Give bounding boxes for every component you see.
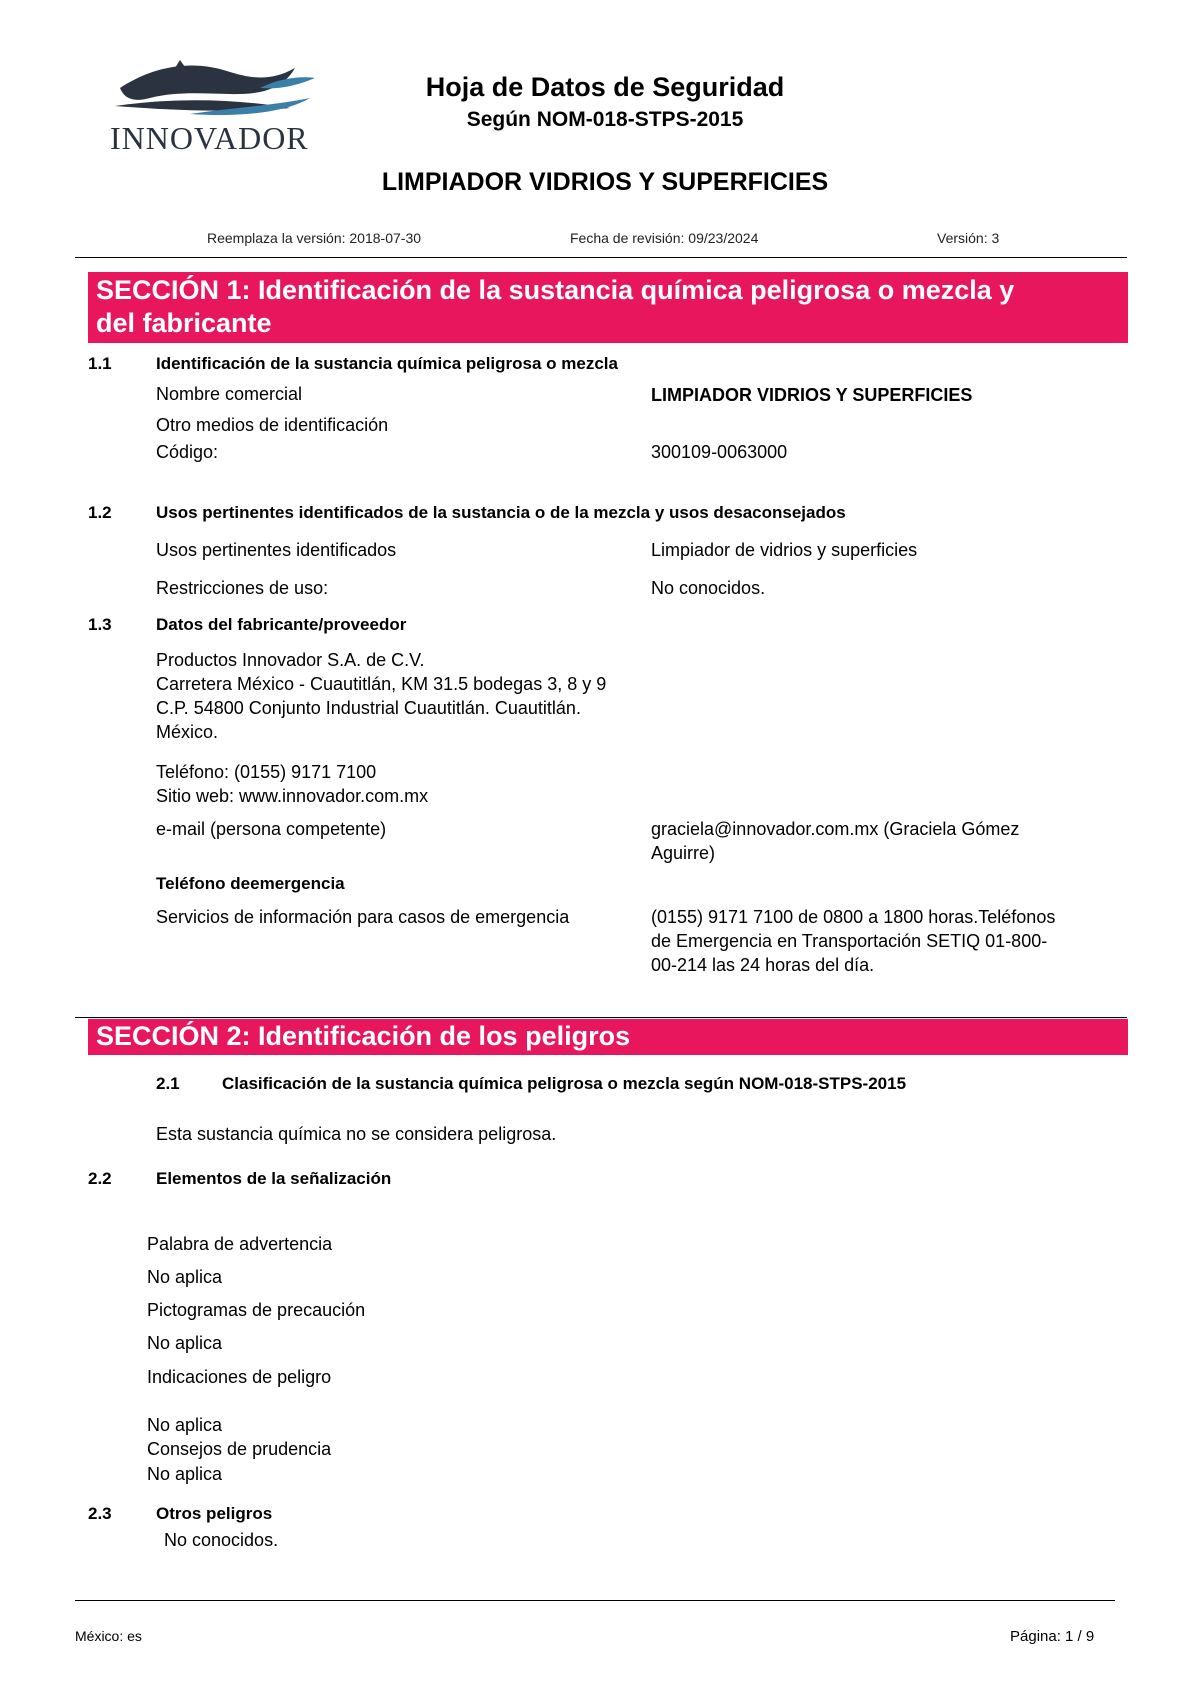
signal-word-label: Palabra de advertencia	[147, 1234, 333, 1254]
subsection-number: 2.3	[88, 1504, 112, 1523]
phone-number: Teléfono: (0155) 9171 7100	[156, 762, 377, 782]
address-line: Carretera México - Cuautitlán, KM 31.5 bodegas 3, 8 y 9	[156, 674, 607, 694]
emergency-line: (0155) 9171 7100 de 0800 a 1800 horas.Teléfonos	[651, 907, 1056, 927]
section-2-divider	[75, 1017, 1127, 1018]
subsection-title: Clasificación de la sustancia química peligrosa o mezcla según NOM-018-STPS-2015	[222, 1074, 907, 1093]
section-2-title: SECCIÓN 2: Identificación de los peligros	[96, 1021, 631, 1051]
replaces-version: Reemplaza la versión: 2018-07-30	[207, 230, 422, 246]
subsection-title: Datos del fabricante/proveedor	[156, 615, 407, 634]
subsection-title: Otros peligros	[156, 1504, 273, 1523]
document-title: Hoja de Datos de Seguridad	[425, 72, 785, 102]
footer-divider	[75, 1600, 1115, 1601]
other-hazards-text: No conocidos.	[164, 1530, 279, 1550]
emergency-line: de Emergencia en Transportación SETIQ 01-800-	[651, 931, 1048, 951]
subsection-number: 2.2	[88, 1169, 112, 1188]
email-line: Aguirre)	[651, 843, 716, 863]
address-line: México.	[156, 722, 219, 742]
emergency-line: 00-214 las 24 horas del día.	[651, 955, 875, 975]
emergency-services-value	[651, 905, 1055, 977]
hazard-statements-value: No aplica	[147, 1415, 223, 1435]
signal-word-value: No aplica	[147, 1267, 223, 1287]
company-logo	[110, 58, 330, 158]
document-subtitle: Según NOM-018-STPS-2015	[466, 108, 744, 131]
subsection-title: Identificación de la sustancia química peligrosa o mezcla	[156, 354, 618, 373]
restrictions-label: Restricciones de uso:	[156, 578, 329, 598]
code-value: 300109-0063000	[651, 442, 788, 462]
uses-value: Limpiador de vidrios y superficies	[651, 540, 918, 560]
subsection-number: 1.3	[88, 615, 112, 634]
email-label: e-mail (persona competente)	[156, 819, 387, 839]
subsection-number: 1.2	[88, 503, 112, 522]
footer-locale: México: es	[75, 1628, 142, 1644]
pictograms-value: No aplica	[147, 1333, 223, 1353]
classification-text: Esta sustancia química no se considera peligrosa.	[156, 1124, 557, 1144]
manufacturer-address	[156, 648, 606, 744]
address-line: Productos Innovador S.A. de C.V.	[156, 650, 425, 670]
version-number: Versión: 3	[937, 230, 1000, 246]
subsection-number: 1.1	[88, 354, 112, 373]
emergency-services-label: Servicios de información para casos de emergencia	[156, 907, 570, 927]
trade-name-value: LIMPIADOR VIDRIOS Y SUPERFICIES	[651, 385, 973, 405]
footer-page-number: Página: 1 / 9	[1010, 1628, 1095, 1645]
other-means-label: Otro medios de identificación	[156, 415, 389, 435]
section-1-title-line1: SECCIÓN 1: Identificación de la sustancia química peligrosa o mezcla y	[96, 275, 1015, 305]
website: Sitio web: www.innovador.com.mx	[156, 786, 429, 806]
restrictions-value: No conocidos.	[651, 578, 766, 598]
contact-info	[156, 760, 428, 808]
section-2-header	[88, 1019, 1128, 1055]
address-line: C.P. 54800 Conjunto Industrial Cuautitlán. Cuautitlán.	[156, 698, 581, 718]
subsection-title: Usos pertinentes identificados de la sustancia o de la mezcla y usos desaconsejados	[156, 503, 846, 522]
emergency-phone-title: Teléfono deemergencia	[156, 874, 345, 893]
section-1-title-line2: del fabricante	[96, 308, 272, 338]
subsection-number: 2.1	[156, 1074, 180, 1093]
trade-name-label: Nombre comercial	[156, 384, 303, 404]
logo-wordmark: INNOVADOR	[110, 120, 309, 156]
hazard-statements-label: Indicaciones de peligro	[147, 1367, 332, 1387]
precautionary-value: No aplica	[147, 1464, 223, 1484]
product-title: LIMPIADOR VIDRIOS Y SUPERFICIES	[381, 168, 829, 196]
header-divider	[75, 257, 1127, 258]
revision-date: Fecha de revisión: 09/23/2024	[570, 230, 759, 246]
code-label: Código:	[156, 442, 219, 462]
dolphin-logo-icon	[110, 58, 330, 128]
uses-label: Usos pertinentes identificados	[156, 540, 397, 560]
email-value	[651, 817, 1019, 865]
section-1-header	[88, 272, 1128, 343]
subsection-title: Elementos de la señalización	[156, 1169, 392, 1188]
email-line: graciela@innovador.com.mx (Graciela Gómez	[651, 819, 1020, 839]
pictograms-label: Pictogramas de precaución	[147, 1300, 366, 1320]
precautionary-label: Consejos de prudencia	[147, 1439, 332, 1459]
